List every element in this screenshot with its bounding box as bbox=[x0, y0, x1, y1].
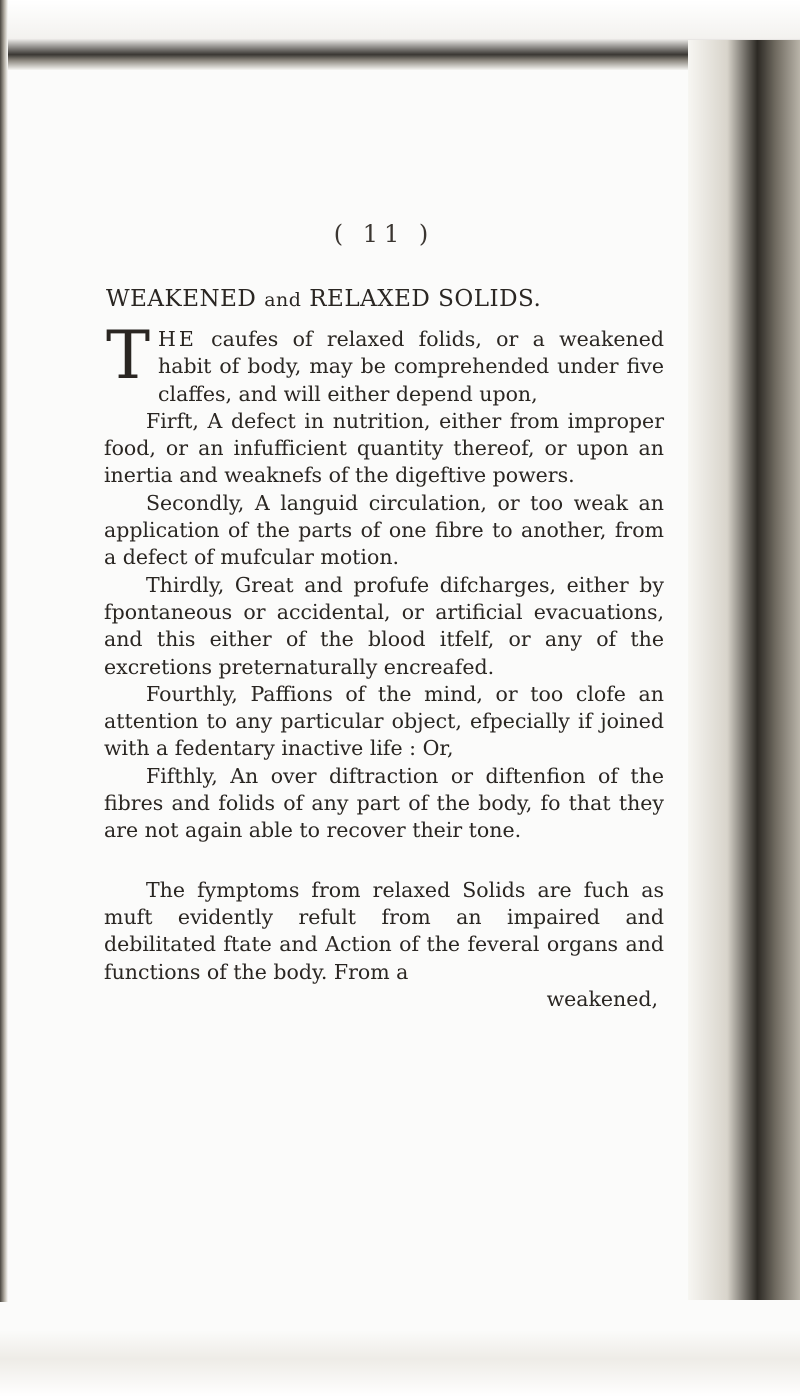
book-binding-shadow bbox=[688, 40, 800, 1300]
catchword: weakened, bbox=[546, 986, 658, 1011]
paragraph-third-cause: Thirdly, Great and profufe difcharges, either by fpontaneous or accidental, or artificial evacuations, and this either of the blood itfelf, or any of the excretions preternaturally encreafed. bbox=[104, 572, 664, 679]
page-number-header: ( 11 ) bbox=[333, 220, 435, 248]
paragraph-symptoms: The fymptoms from relaxed Solids are fuch as muft evidently refult from an impaired and debilitated ftate and Action of the feveral organs and functions of the body. From a bbox=[104, 877, 664, 984]
paragraph-fifth-cause: Fifthly, An over diftraction or diftenfion of the fibres and folids of any part of the body, fo that they are not again able to recover their tone. bbox=[104, 763, 664, 843]
page-left-edge-shadow bbox=[0, 0, 8, 1397]
paragraph-fourth-cause: Fourthly, Paffions of the mind, or too clofe an attention to any particular object, efpecially if joined with a fedentary inactive life : Or, bbox=[104, 681, 664, 761]
section-title-part1: WEAKENED bbox=[106, 286, 257, 312]
paragraph-intro bbox=[104, 317, 664, 408]
section-title-part3: RELAXED SOLIDS. bbox=[309, 286, 542, 312]
drop-cap: T bbox=[106, 317, 151, 394]
opening-word: HE bbox=[158, 327, 197, 351]
page-text-block bbox=[104, 220, 664, 1013]
page-top-edge-shadow bbox=[0, 0, 800, 70]
paragraph-text: caufes of relaxed folids, or a weakened habit of body, may be comprehended under five claffes, and will either depend upon, bbox=[158, 327, 664, 406]
section-title bbox=[106, 286, 664, 312]
paragraph-first-cause: Firft, A defect in nutrition, either from improper food, or an infufficient quantity thereof, or upon an inertia and weaknefs of the digeftive powers. bbox=[104, 408, 664, 488]
page-bottom-edge bbox=[0, 1302, 800, 1397]
section-title-part2: and bbox=[264, 289, 302, 311]
paragraph-second-cause: Secondly, A languid circulation, or too weak an application of the parts of one fibre to another, from a defect of mufcular motion. bbox=[104, 490, 664, 570]
